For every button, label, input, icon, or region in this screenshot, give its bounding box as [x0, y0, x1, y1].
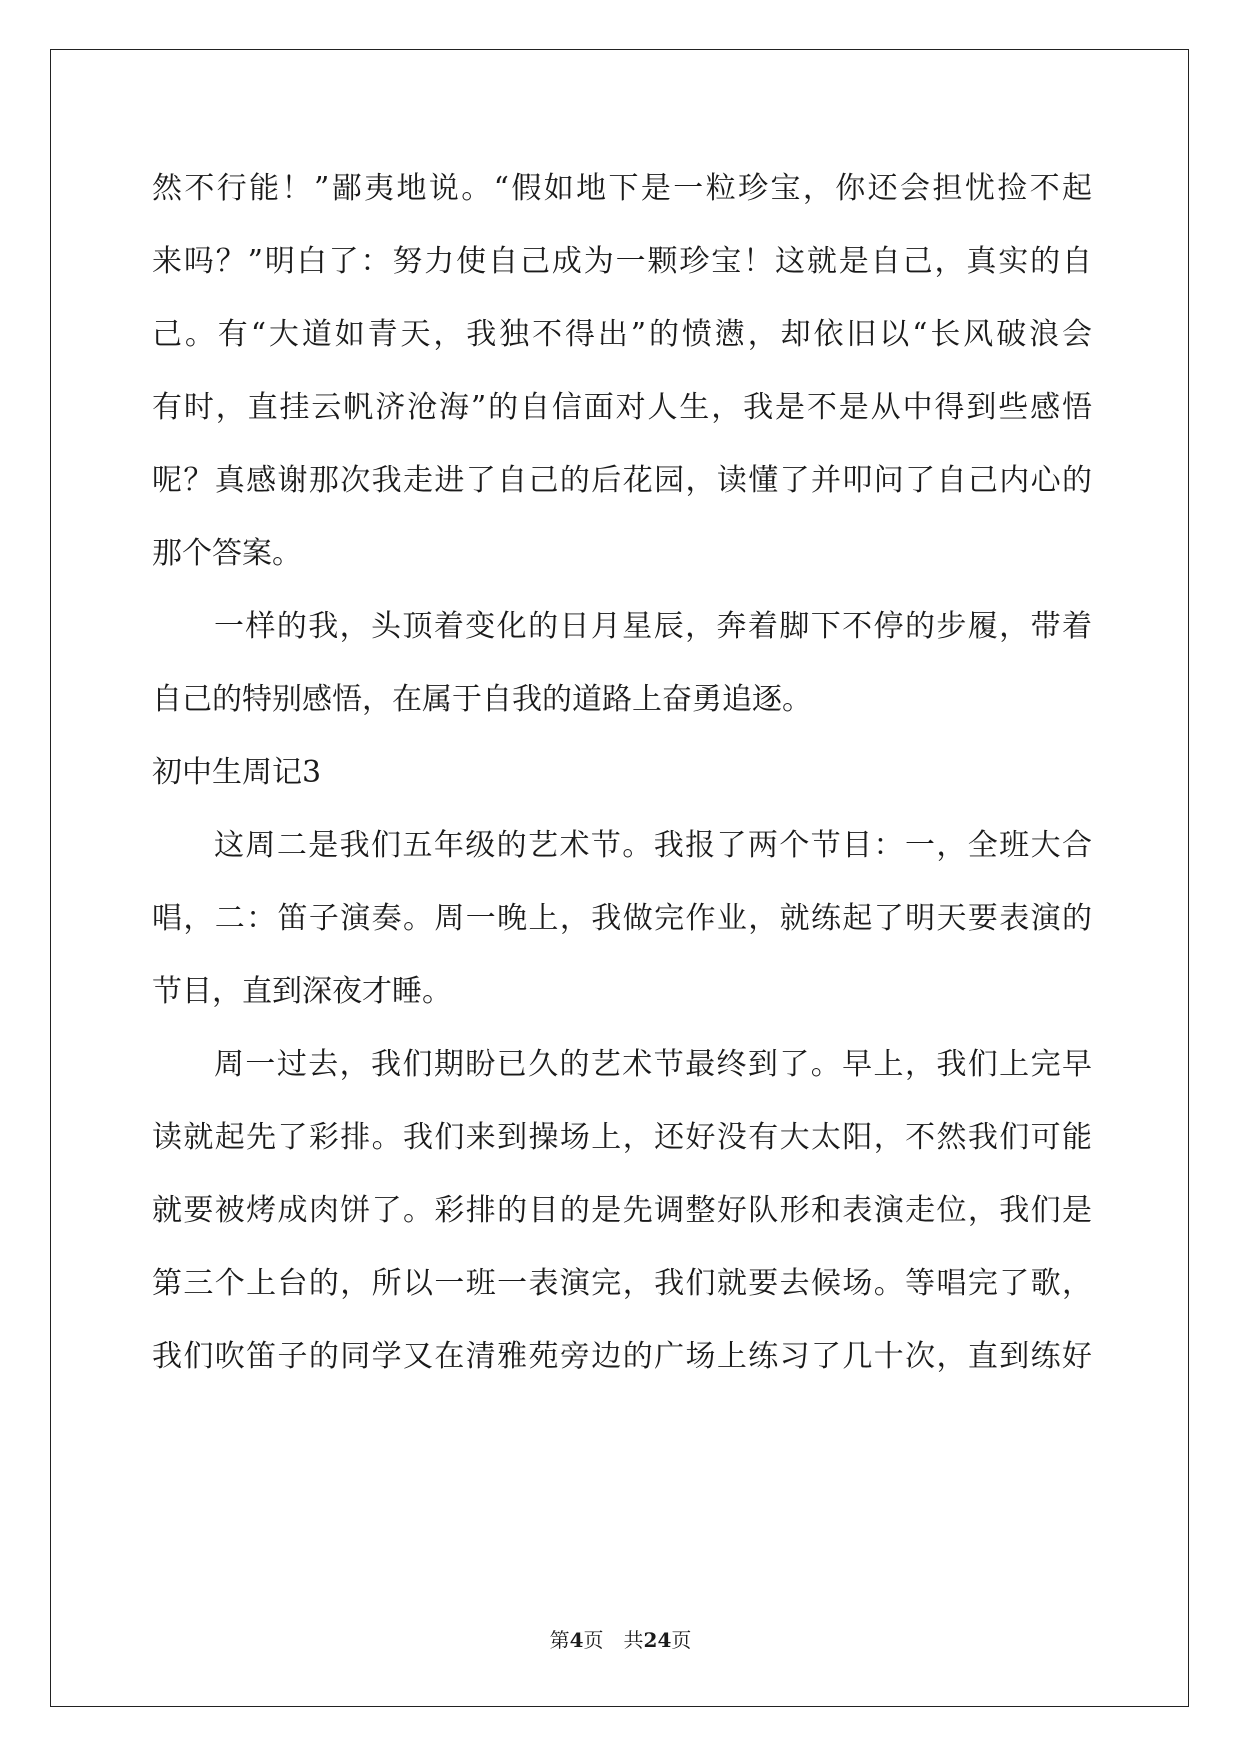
- text-line: 自己的特别感悟，在属于自我的道路上奋勇追逐。: [152, 682, 812, 717]
- page-footer: [0, 1625, 1241, 1655]
- text-line: 读就起先了彩排。我们来到操场上，还好没有大太阳，不然我们可能: [152, 1120, 1092, 1155]
- text-line: 然不行能！”鄙夷地说。“假如地下是一粒珍宝，你还会担忧捡不起: [152, 171, 1092, 206]
- page-suffix: 页: [583, 1628, 604, 1652]
- paragraph-first-line: 这周二是我们五年级的艺术节。我报了两个节目：一，全班大合: [214, 828, 1092, 863]
- text-line: 第三个上台的，所以一班一表演完，我们就要去候场。等唱完了歌，: [152, 1266, 1092, 1301]
- total-suffix: 页: [671, 1628, 692, 1652]
- text-line: 我们吹笛子的同学又在清雅苑旁边的广场上练习了几十次，直到练好: [152, 1339, 1092, 1374]
- text-line: 那个答案。: [152, 536, 302, 571]
- text-line: 唱，二：笛子演奏。周一晚上，我做完作业，就练起了明天要表演的: [152, 901, 1092, 936]
- page-current: 4: [569, 1628, 584, 1652]
- text-line: 节目，直到深夜才睡。: [152, 974, 452, 1009]
- page-total: 24: [643, 1628, 672, 1652]
- document-body: [152, 152, 1092, 1393]
- text-line: 有时，直挂云帆济沧海”的自信面对人生，我是不是从中得到些感悟: [152, 390, 1092, 425]
- text-line: 来吗？”明白了：努力使自己成为一颗珍宝！这就是自己，真实的自: [152, 244, 1092, 279]
- text-line: 就要被烤成肉饼了。彩排的目的是先调整好队形和表演走位，我们是: [152, 1193, 1092, 1228]
- text-line: 呢？真感谢那次我走进了自己的后花园，读懂了并叩问了自己内心的: [152, 463, 1092, 498]
- paragraph-first-line: 一样的我，头顶着变化的日月星辰，奔着脚下不停的步履，带着: [214, 609, 1092, 644]
- paragraph-first-line: 周一过去，我们期盼已久的艺术节最终到了。早上，我们上完早: [214, 1047, 1092, 1082]
- total-prefix: 共: [623, 1628, 644, 1652]
- text-line: 己。有“大道如青天，我独不得出”的愤懑，却依旧以“长风破浪会: [152, 317, 1092, 352]
- section-heading: 初中生周记3: [152, 755, 322, 790]
- page-prefix: 第: [549, 1628, 570, 1652]
